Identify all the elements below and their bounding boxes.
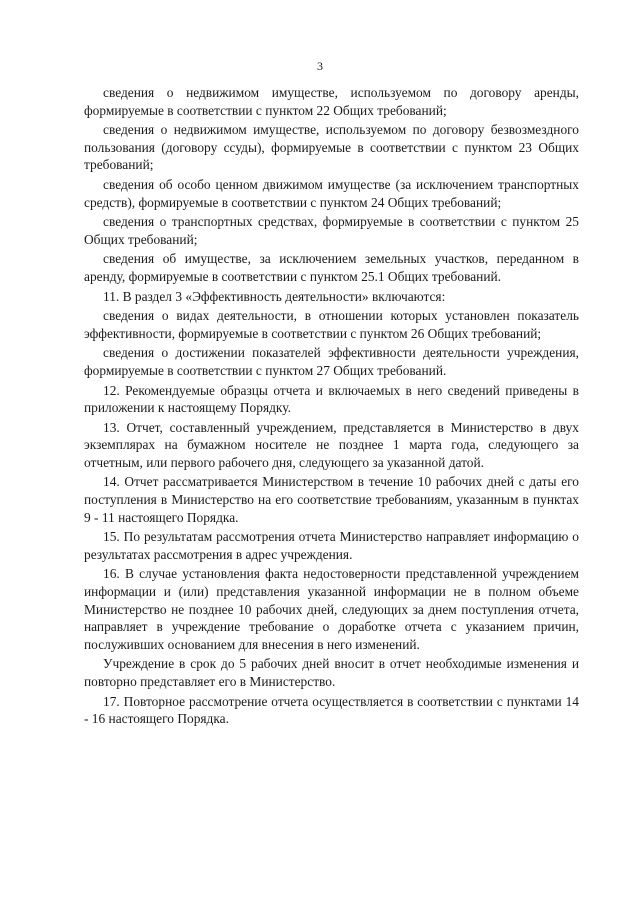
- paragraph: Учреждение в срок до 5 рабочих дней вносит в отчет необходимые изменения и повторно представляет его в Министерство.: [84, 656, 579, 689]
- paragraph: сведения о достижении показателей эффективности деятельности учреждения, формируемые в соответствии с пунктом 27 Общих требований.: [84, 345, 579, 378]
- paragraph: 15. По результатам рассмотрения отчета Министерство направляет информацию о результатах рассмотрения в адрес учреждения.: [84, 529, 579, 562]
- paragraph: 16. В случае установления факта недостоверности представленной учреждением информации и (или) представления указанной информации не в полном объеме Министерство не позднее 10 рабочих дней, следующих за днем поступления отчета, направляет в учреждение требование о доработке отчета с указанием причин, послуживших основанием для внесения в него изменений.: [84, 566, 579, 652]
- paragraph: сведения об особо ценном движимом имуществе (за исключением транспортных средств), формируемые в соответствии с пунктом 24 Общих требований;: [84, 176, 579, 210]
- paragraph: сведения об имуществе, за исключением земельных участков, переданном в аренду, формируемые в соответствии с пунктом 25.1 Общих требований.: [84, 251, 579, 284]
- paragraph: 12. Рекомендуемые образцы отчета и включаемых в него сведений приведены в приложении к настоящему Порядку.: [84, 382, 579, 416]
- paragraph: сведения о недвижимом имуществе, используемом по договору безвозмездного пользования (договору ссуды), формируемые в соответствии с пунктом 23 Общих требований;: [84, 122, 579, 173]
- paragraph: сведения о видах деятельности, в отношении которых установлен показатель эффективности, формируемые в соответствии с пунктом 26 Общих требований;: [84, 308, 579, 341]
- paragraph: 17. Повторное рассмотрение отчета осуществляется в соответствии с пунктами 14 - 16 настоящего Порядка.: [84, 693, 579, 727]
- document-body: [84, 84, 579, 730]
- paragraph: 11. В раздел 3 «Эффективность деятельности» включаются:: [103, 288, 446, 304]
- paragraph: сведения о транспортных средствах, формируемые в соответствии с пунктом 25 Общих требований;: [84, 214, 579, 247]
- paragraph: сведения о недвижимом имуществе, используемом по договору аренды, формируемые в соответствии с пунктом 22 Общих требований;: [84, 85, 579, 118]
- paragraph: 13. Отчет, составленный учреждением, представляется в Министерство в двух экземплярах на бумажном носителе не позднее 1 марта года, следующего за отчетным, или первого рабочего дня, следующего за указанной датой.: [84, 419, 579, 470]
- paragraph: 14. Отчет рассматривается Министерством в течение 10 рабочих дней с даты его поступления в Министерство на его соответствие требованиям, указанным в пунктах 9 - 11 настоящего Порядка.: [84, 474, 579, 525]
- page-number: 3: [317, 59, 323, 73]
